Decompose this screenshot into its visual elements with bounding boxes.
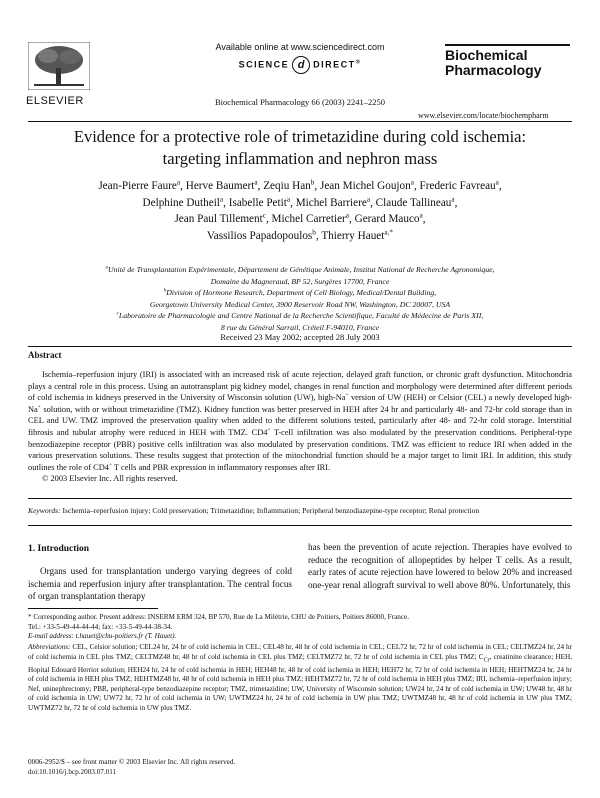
front-matter	[28, 757, 235, 777]
journal-url[interactable]: www.elsevier.com/locate/biochempharm	[418, 111, 549, 120]
footnote-abbreviations: Abbreviations: CEL, Celsior solution; CEL24 hr, 24 hr of cold ischemia in CEL; CEL48 hr, 48 hr of cold ischemia in CEL; CEL72 hr, 72 hr of cold ischemia in CEL; CELTMZ24 hr, 24 hr of cold ischemia in CEL plus TMZ; CELTMZ48 hr, 48 hr of cold ischemia in CEL plus TMZ; CELTMZ72 hr, 72 hr of cold ischemia in CEL plus TMZ; $C_{Cr}$, creatinine clearance; HEH, Hopital Edouard Herriot solution; HEH24 hr, 24 hr of cold ischemia in HEH; HEH48 hr, 48 hr of cold ischemia in HEH; HEH72 hr, 72 hr of cold ischemia in HEH; HEHTMZ24 hr, 24 hr of cold ischemia in HEH plus TMZ; HEHTMZ48 hr, 48 hr of cold ischemia in HEH plus TMZ; HEHTMZ72 hr, 72 hr of cold ischemia in HEH plus TMZ; IRI, ischemia–reperfusion injury; Nef, uninephrectomy; PBR, peripheral-type benzodiazepine receptor; TMZ, trimetazidine; UW, University of Wisconsin solution; UW24 hr, 24 hr of cold ischemia in UW; UW48 hr, 48 hr of cold ischemia in UW; UW72 hr, 72 hr of cold ischemia in UW; UWTMZ24 hr, 24 hr of cold ischemia in UW plus TMZ; UWTMZ48 hr, 48 hr of cold ischemia in UW plus TMZ; UWTMZ72 hr, 72 hr of cold ischemia in UW plus TMZ.	[28, 643, 572, 712]
section-heading-introduction: 1. Introduction	[28, 544, 90, 554]
abstract-copyright: © 2003 Elsevier Inc. All rights reserved.	[42, 474, 178, 484]
abstract-paragraph: Ischemia–reperfusion injury (IRI) is associated with an increased risk of acute rejection, delayed graft function, or chronic graft dysfunction. Mitochondria plays a central role in this process. Using an autotransplant pig kidney model, changes in renal function and morphology were determined after different periods of cold ischemia in kidneys preserved in the University of Wisconsin solution (UW), high-Na+ version of UW (HEH) or Celsior (CEL) a newly developed high-Na+ solution, with or without trimetazidine (TMZ). Kidney function was better preserved in HEH after 24 hr and particularly 48- and 72-hr cold storage than in CEL and UW. TMZ improved the preservation quality when added to the different solutions tested, particularly after 48- and 72-hr cold storage. Interstitial fibrosis and tubular atrophy were reduced in HEH with TMZ. CD4+ T-cell infiltration was also modulated by the preservation conditions. Peripheral-type benzodiazepine receptor (PBR) positive cells infiltration was also modulated by preservation conditions. TMZ was efficient to reduce IRI when added in the various preservation solutions. These results suggest that protection of the mitochondrial function should be a major target to limit IRI. In addition, this study outlines the role of CD4+ T cells and PBR expression in inflammatory responses after IRI.	[28, 370, 572, 472]
footnote-rule	[28, 608, 158, 609]
footnote-email: E-mail address: t.hauet@chu-poitiers.fr (T. Hauet).	[28, 632, 177, 640]
abstract-rule-bottom	[28, 498, 572, 499]
keywords-rule	[28, 525, 572, 526]
keywords	[28, 506, 572, 515]
journal-name-line2: Pharmacology	[445, 62, 542, 78]
issn-line: 0006-2952/$ – see front matter © 2003 Elsevier Inc. All rights reserved.	[28, 758, 236, 766]
header-rule	[28, 121, 572, 122]
abstract-rule-top	[28, 346, 572, 347]
sd-registered: ®	[355, 59, 362, 66]
journal-name-line1: Biochemical	[445, 47, 528, 63]
keywords-label: Keywords:	[28, 506, 61, 515]
abstract-heading: Abstract	[28, 350, 62, 360]
affiliation-a: $^a$Unité de Transplantation Expérimentale, Département de Génétique Animale, Institut National de Recherche Agronomique,	[105, 264, 495, 274]
journal-citation: Biochemical Pharmacology 66 (2003) 2241–2250	[215, 97, 385, 107]
available-online-text: Available online at www.sciencedirect.com	[215, 42, 385, 52]
author-list: Jean-Pierre Faure$^a$, Herve Baumert$^a$, Zeqiu Han$^b$, Jean Michel Goujon$^a$, Frederic Favreau$^a$, Delphine Dutheil$^a$, Isabelle Petit$^a$, Michel Barriere$^a$, Claude Tallineau$^a$, Jean Paul Tillement$^c$, Michel Carretier$^a$, Gerard Mauco$^a$, Vassilios Papadopoulos$^b$, Thierry Hauet$^{a,*}$	[98, 178, 502, 242]
article-title	[30, 126, 570, 170]
affiliation-a-cont: Domaine du Magneraud, BP 52, Surgères 17700, France	[210, 276, 390, 286]
title-line-2: targeting inflammation and nephron mass	[162, 149, 438, 168]
sd-right-word: DIRECT	[313, 59, 356, 70]
affiliation-b-cont: Georgetown University Medical Center, 3900 Reservoir Road NW, Washington, DC 20007, USA	[149, 299, 451, 309]
sd-left-word: SCIENCE	[238, 59, 290, 70]
affiliation-b: $^b$Division of Hormone Research, Department of Cell Biology, Medical/Dental Building,	[163, 287, 437, 297]
publisher-name: ELSEVIER	[26, 95, 84, 107]
sd-at-icon: d	[292, 56, 310, 74]
abstract-body	[28, 369, 572, 485]
body-left-column: Organs used for transplantation undergo varying degrees of cold ischemia and reperfusion injury after transplantation. The central focus of organ transplantation therapy	[28, 566, 292, 602]
journal-logo	[445, 48, 541, 78]
doi-line: doi:10.1016/j.bcp.2003.07.011	[28, 768, 117, 776]
footnote-corresponding: * Corresponding author. Present address: INSERM ERM 324, BP 570, Rue de La Milétrie, CHU de Poitiers, Poitiers 86000, France. Tel.: +33-5-49-44-44-44; fax: +33-5-49-44-38-34.	[28, 613, 410, 631]
received-dates: Received 23 May 2002; accepted 28 July 2003	[220, 332, 380, 342]
affiliation-c: $^c$Laboratoire de Pharmacologie and Centre National de la Recherche Scientifique, Faculté de Médecine de Paris XII,	[116, 310, 484, 320]
affiliations	[30, 264, 570, 333]
journal-rule	[445, 44, 570, 46]
affiliation-c-cont: 8 rue du Général Sarrail, Créteil F-94010, France	[220, 322, 380, 332]
body-right-column: has been the prevention of acute rejection. Therapies have evolved to reduce the recognition of allopeptides by helper T cells. As a result, early rates of acute rejection have lowered to below 20% and increased one-year renal allograft survival to well above 80%. Unfortunately, this	[308, 542, 572, 591]
keywords-list: Ischemia–reperfusion injury; Cold preservation; Trimetazidine; Inflammation; Peripheral benzodiazepine-type receptor; Renal protection	[62, 506, 480, 515]
title-line-1: Evidence for a protective role of trimetazidine during cold ischemia:	[73, 127, 527, 146]
